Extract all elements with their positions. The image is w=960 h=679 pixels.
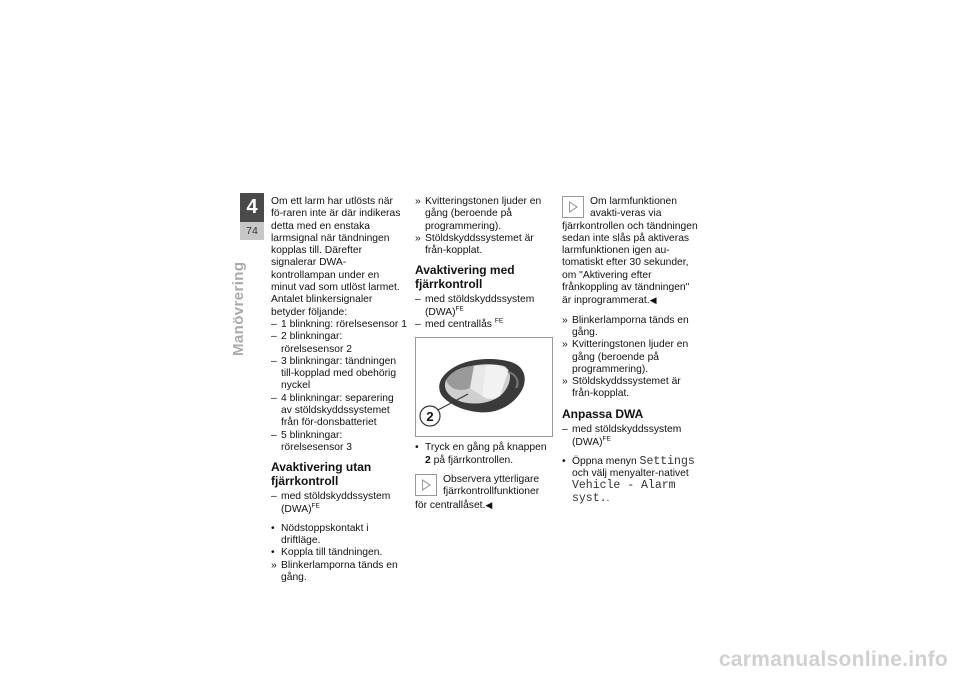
result-item: » Kvitteringstonen ljuder en gång (beroende på programmering).	[562, 339, 689, 375]
requirement: – med stöldskyddssystem (DWA)$^{FE}$	[271, 491, 391, 515]
list-item: – 5 blinkningar: rörelsesensor 3	[271, 429, 352, 453]
requirement: – med stöldskyddssystem (DWA)$^{FE}$	[562, 424, 682, 448]
column-2	[415, 196, 553, 512]
step-item: • Tryck en gång på knappen 2 på fjärrkontrollen.	[415, 442, 547, 466]
note-play-icon	[562, 196, 584, 218]
menu-name: Settings	[639, 454, 695, 468]
end-marker-icon: ◀	[485, 499, 493, 510]
note-block: Om larmfunktionen avakti-veras via fjärrkontrollen och tändningen sedan inte slås på aktiveras larmfunktionen igen au-tomatiskt efter 30 sekunder, om "Aktivering efter frånkoppling av tändningen" är inprogrammerat.◀	[562, 196, 698, 307]
signals-intro-paragraph: Antalet blinkersignaler betyder följande:	[271, 294, 373, 318]
remote-key-icon	[416, 338, 552, 436]
note-block: Observera ytterligare fjärrkontrollfunktioner för centrallåset.◀	[415, 473, 540, 511]
result-item: » Stöldskyddssystemet är från-kopplat.	[562, 376, 681, 400]
section-heading: Anpassa DWA	[562, 406, 644, 421]
list-item: – 2 blinkningar: rörelsesensor 2	[271, 331, 352, 355]
site-watermark: carmanualsonline.info	[718, 648, 948, 671]
result-item: » Kvitteringstonen ljuder en gång (beroende på programmering).	[415, 196, 542, 232]
result-item: » Stöldskyddssystemet är från-kopplat.	[415, 232, 534, 257]
page-number: 74	[240, 222, 264, 240]
list-item: – 4 blinkningar: separering av stöldskyddssystemet från för-donsbatteriet	[271, 392, 394, 429]
list-item: – 3 blinkningar: tändningen till-kopplad med obehörig nyckel	[271, 355, 397, 392]
result-item: » Blinkerlamporna tänds en gång.	[562, 314, 689, 338]
menu-option: Vehicle - Alarm syst.	[572, 479, 676, 505]
chapter-tab	[240, 193, 264, 240]
requirement: – med stöldskyddssystem (DWA)$^{FE}$	[415, 294, 535, 318]
step-item: • Öppna menyn Settings och välj menyalter-nativet Vehicle - Alarm syst..	[562, 454, 695, 505]
result-item: » Blinkerlamporna tänds en gång.	[271, 559, 398, 584]
signal-list	[271, 319, 407, 454]
step-item: • Nödstoppskontakt i driftläge.	[271, 522, 369, 547]
requirement: – med centrallås $^{FE}$	[415, 317, 504, 331]
section-heading: Avaktivering utan fjärrkontroll	[271, 460, 372, 488]
callout-label: 2	[426, 409, 434, 425]
column-1	[271, 196, 407, 584]
alarm-intro-paragraph: Om ett larm har utlösts när fö-raren inte är där indikeras detta med en enstaka larmsignal när tändningen kopplas till. Därefter signalerar DWA-kontrollampan under en minut vad som utlöst larmet.	[271, 196, 401, 294]
column-3	[562, 196, 700, 505]
note-play-icon	[415, 474, 437, 496]
step-item: • Koppla till tändningen.	[271, 547, 383, 559]
list-item: – 1 blinkning: rörelsesensor 1	[271, 318, 407, 330]
chapter-number: 4	[240, 193, 264, 222]
remote-key-figure	[415, 337, 553, 437]
chapter-title: Manövrering	[230, 261, 247, 356]
section-heading: Avaktivering med fjärrkontroll	[415, 263, 515, 291]
end-marker-icon: ◀	[649, 295, 657, 306]
